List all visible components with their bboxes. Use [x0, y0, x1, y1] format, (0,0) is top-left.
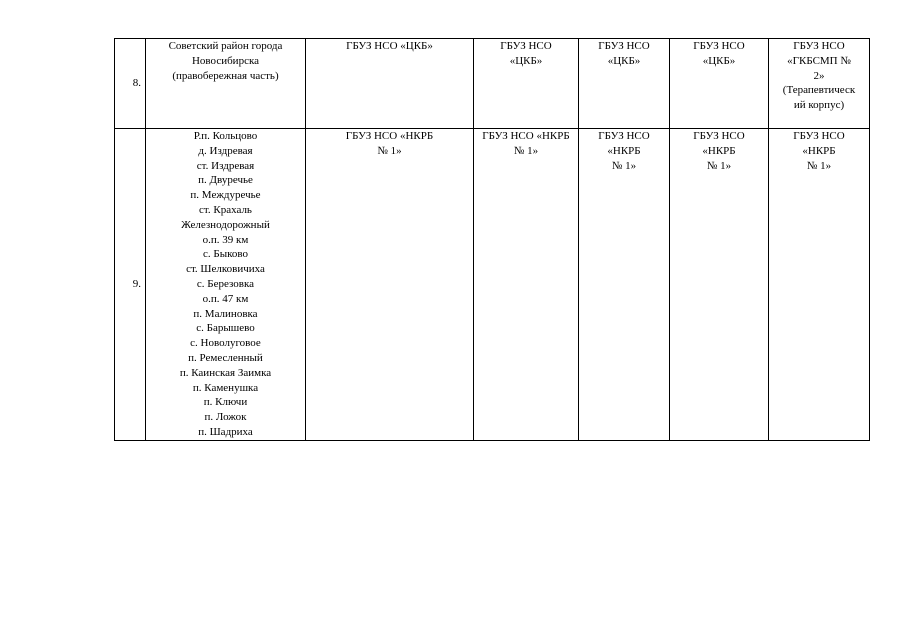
facility-line: (Терапевтическ	[782, 84, 856, 97]
facility-line: ГБУЗ НСО	[693, 40, 745, 52]
facility-line: № 1»	[806, 159, 832, 172]
facility-line: «НКРБ	[607, 144, 641, 157]
territory-line: (правобережная часть)	[172, 69, 279, 82]
facility-line: ГБУЗ НСО «ЦКБ»	[346, 40, 433, 52]
facility-cell	[474, 39, 579, 129]
territory-cell	[146, 129, 306, 441]
territory-line: п. Междуречье	[190, 189, 261, 202]
facility-line: № 1»	[513, 144, 539, 157]
table-body	[115, 39, 870, 441]
territory-line: Железнодорожный	[181, 218, 270, 231]
table-row	[115, 129, 870, 441]
territory-line: п. Ложок	[204, 411, 247, 424]
facility-cell	[769, 39, 870, 129]
facility-line: ГБУЗ НСО «НКРБ	[482, 130, 570, 142]
territory-line: п. Каменушка	[192, 381, 259, 394]
facility-line: «НКРБ	[802, 144, 836, 157]
facility-cell	[670, 129, 769, 441]
territory-line: п. Шадриха	[198, 425, 253, 438]
territory-line: ст. Шелковичиха	[186, 263, 265, 276]
table-row	[115, 39, 870, 129]
facility-line: «ЦКБ»	[509, 54, 543, 67]
facility-line: № 1»	[611, 159, 637, 172]
row-number-cell	[115, 129, 146, 441]
facility-line: ГБУЗ НСО	[793, 130, 845, 142]
territory-line: о.п. 39 км	[202, 233, 249, 246]
territory-line: Новосибирска	[191, 54, 260, 67]
facility-line: ГБУЗ НСО	[500, 40, 552, 52]
facility-line: № 1»	[377, 144, 402, 157]
facility-cell	[474, 129, 579, 441]
territory-line: ст. Крахаль	[199, 203, 252, 216]
facility-line: ГБУЗ НСО «НКРБ	[345, 130, 434, 142]
territory-line: п. Каинская Заимка	[179, 366, 272, 379]
facility-line: ГБУЗ НСО	[598, 40, 650, 52]
facility-cell	[579, 39, 670, 129]
facility-line: ГБУЗ НСО	[693, 130, 745, 142]
territory-line: п. Малиновка	[193, 307, 258, 320]
row-number-cell	[115, 39, 146, 129]
territory-line: ст. Издревая	[196, 159, 255, 172]
facility-line: ГБУЗ НСО	[793, 40, 845, 52]
facility-line: «ГКБСМП №	[787, 54, 851, 67]
territory-line: с. Новолуговое	[190, 337, 261, 350]
territory-cell	[146, 39, 306, 129]
facility-cell	[306, 39, 474, 129]
row-number: 8.	[132, 77, 141, 90]
facility-line: «НКРБ	[702, 144, 736, 157]
facility-cell	[306, 129, 474, 441]
facility-line: ий корпус)	[793, 99, 845, 112]
facility-cell	[670, 39, 769, 129]
territory-line: д. Издревая	[198, 144, 253, 157]
facility-cell	[769, 129, 870, 441]
territory-line: с. Быково	[203, 248, 248, 261]
facility-line: «ЦКБ»	[702, 54, 736, 67]
facility-cell	[579, 129, 670, 441]
row-number: 9.	[132, 277, 141, 290]
territory-line: с. Березовка	[196, 277, 255, 290]
facility-assignment-table	[114, 38, 870, 441]
facility-line: 2»	[813, 69, 825, 82]
territory-line: с. Барышево	[196, 322, 255, 335]
territory-line: п. Ремесленный	[188, 351, 263, 364]
territory-line: о.п. 47 км	[202, 292, 249, 305]
territory-line: п. Двуречье	[198, 174, 253, 187]
territory-line: п. Ключи	[203, 396, 248, 409]
territory-line: Р.п. Кольцово	[193, 130, 258, 142]
facility-line: № 1»	[706, 159, 732, 172]
territory-line: Советский район города	[168, 40, 283, 52]
facility-line: «ЦКБ»	[607, 54, 641, 67]
facility-line: ГБУЗ НСО	[598, 130, 650, 142]
